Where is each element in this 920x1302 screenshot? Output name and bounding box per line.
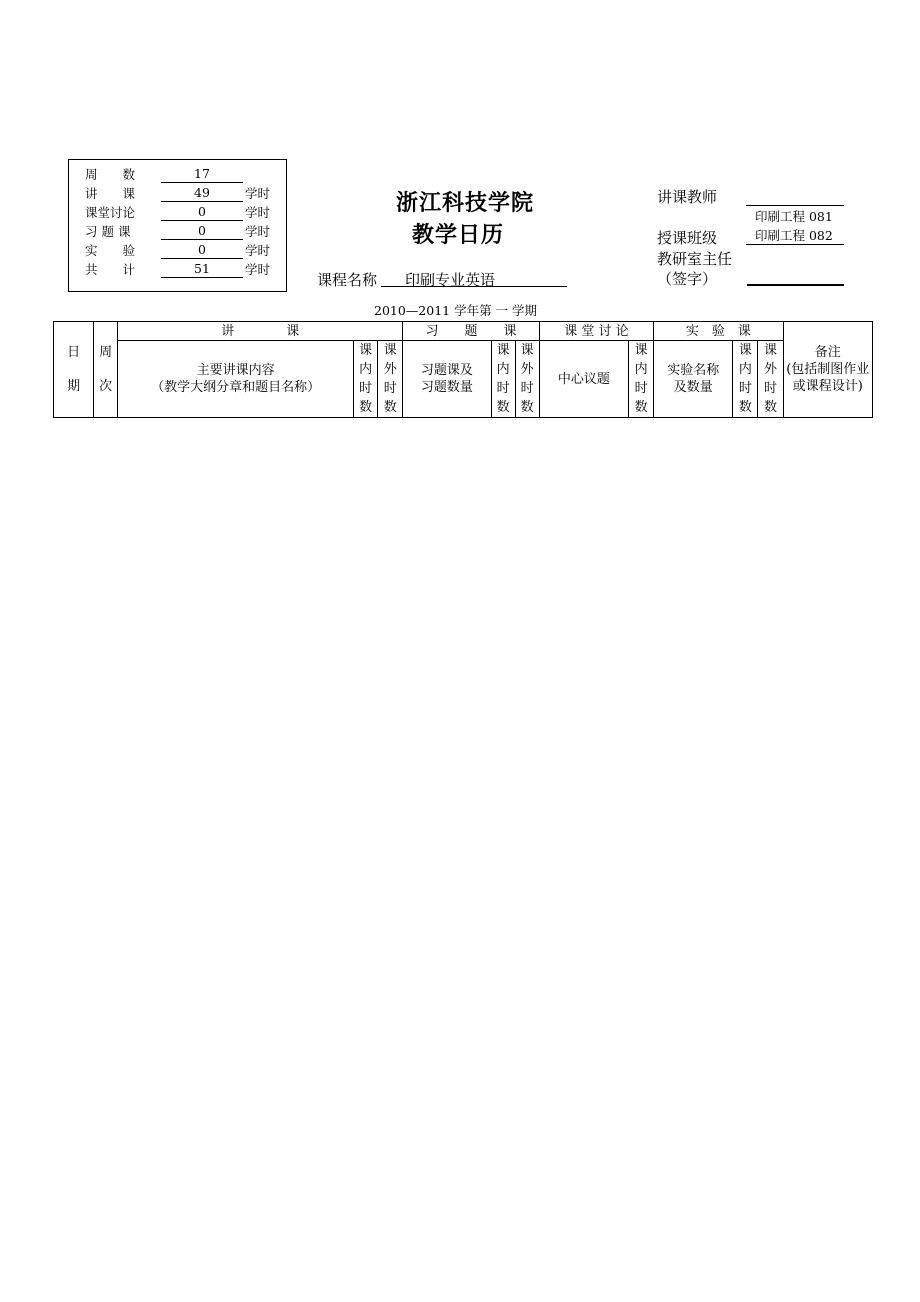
header-exercise-group: 习 题 课: [403, 322, 539, 341]
header-lab-in-hours: 课 内 时 数: [733, 341, 758, 418]
summary-discussion-unit: 学时: [245, 205, 271, 220]
summary-exercise-label: 习 题 课: [85, 224, 131, 239]
header-lecture-in-hours: 课 内 时 数: [354, 341, 378, 418]
teacher-label: 讲课教师: [657, 188, 718, 206]
director-signature-line: [747, 284, 844, 286]
summary-total-label: 共 计: [85, 262, 136, 277]
summary-lecture-unit: 学时: [245, 186, 271, 201]
class-2: 印刷工程 082: [755, 228, 833, 243]
semester: 2010—2011 学年第 一 学期: [374, 303, 538, 318]
header-exercise-out-hours: 课 外 时 数: [515, 341, 539, 418]
summary-weeks-label: 周 数: [85, 167, 136, 182]
header-lecture-group: 讲 课: [118, 322, 403, 341]
summary-lab-unit: 学时: [245, 243, 271, 258]
course-name: 印刷专业英语: [405, 271, 496, 289]
director-label: 教研室主任: [657, 250, 733, 268]
summary-discussion: [85, 203, 285, 222]
header-main-content: 主要讲课内容 （教学大纲分章和题目名称）: [118, 341, 354, 418]
summary-weeks-value: 17: [161, 165, 243, 183]
header-week: 周 次: [94, 322, 118, 418]
header-exercise-content: 习题课及 习题数量: [403, 341, 491, 418]
teaching-calendar-table: [53, 321, 873, 418]
sign-label: （签字）: [657, 270, 718, 288]
header-lab-group: 实 验 课: [654, 322, 783, 341]
class-label: 授课班级: [657, 229, 718, 247]
header-exercise-in-hours: 课 内 时 数: [491, 341, 515, 418]
class-1: 印刷工程 081: [755, 209, 833, 224]
header-date: 日 期: [54, 322, 94, 418]
school-name: 浙江科技学院: [396, 190, 535, 216]
summary-lab: [85, 241, 285, 260]
summary-lecture-value: 49: [161, 184, 243, 202]
summary-exercise-unit: 学时: [245, 224, 271, 239]
header-central-topic: 中心议题: [539, 341, 628, 418]
summary-lab-value: 0: [161, 241, 243, 259]
header-discussion-in-hours: 课 内 时 数: [629, 341, 654, 418]
summary-lecture: [85, 184, 285, 203]
summary-total: [85, 260, 285, 279]
summary-lecture-label: 讲 课: [85, 186, 136, 201]
document-title: 教学日历: [412, 222, 505, 248]
header-row-1: [54, 322, 873, 341]
summary-total-value: 51: [161, 260, 243, 278]
teacher-underline: [746, 205, 844, 206]
header-lecture-out-hours: 课 外 时 数: [378, 341, 403, 418]
header-row-2: [54, 341, 873, 418]
summary-total-unit: 学时: [245, 262, 271, 277]
summary-box: [68, 159, 287, 292]
class-underline: [746, 244, 844, 245]
summary-exercise-value: 0: [161, 222, 243, 240]
header-lab-name: 实验名称 及数量: [654, 341, 733, 418]
summary-discussion-label: 课堂讨论: [85, 205, 136, 220]
summary-exercise: [85, 222, 285, 241]
header-lab-out-hours: 课 外 时 数: [758, 341, 783, 418]
header-remarks: 备注 (包括制图作业 或课程设计): [783, 322, 872, 418]
course-label: 课程名称: [317, 271, 378, 289]
summary-lab-label: 实 验: [85, 243, 136, 258]
summary-discussion-value: 0: [161, 203, 243, 221]
header-discussion-group: 课 堂 讨 论: [539, 322, 653, 341]
course-name-underline: [381, 286, 567, 287]
summary-weeks: [85, 165, 285, 184]
